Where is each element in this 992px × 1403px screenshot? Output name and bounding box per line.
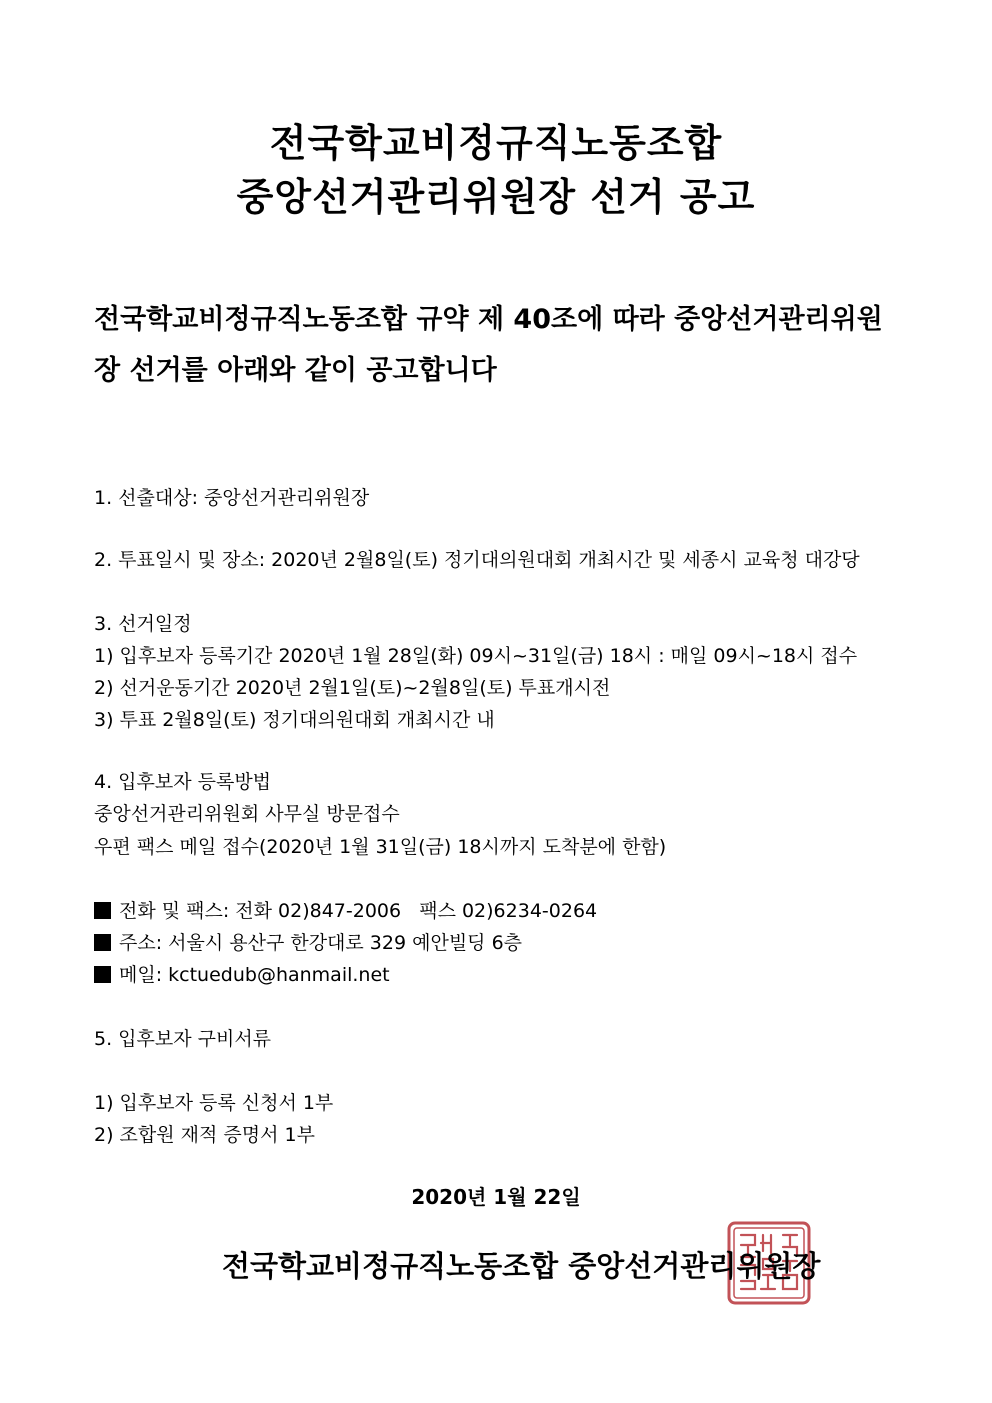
item-3-heading: 3. 선거일정 — [94, 613, 192, 635]
contact-address-row — [94, 934, 522, 953]
contact-phone: 전화 및 팩스: 전화 02)847-2006 팩스 02)6234-0264 — [119, 900, 598, 922]
item-3-sub-2: 2) 선거운동기간 2020년 2월1일(토)~2월8일(토) 투표개시전 — [94, 677, 611, 699]
square-bullet-icon — [94, 966, 111, 983]
intro-line1: 전국학교비정규직노동조합 규약 제 40조에 따라 중앙선거관리위원 — [94, 304, 883, 335]
item-5-sub-2: 2) 조합원 재적 증명서 1부 — [94, 1124, 315, 1146]
intro-line2: 장 선거를 아래와 같이 공고합니다 — [94, 355, 497, 386]
item-5-heading: 5. 입후보자 구비서류 — [94, 1028, 272, 1050]
item-1: 1. 선출대상: 중앙선거관리위원장 — [94, 487, 370, 509]
square-bullet-icon — [94, 934, 111, 951]
item-3-sub-3: 3) 투표 2월8일(토) 정기대의원대회 개최시간 내 — [94, 709, 495, 731]
item-5-sub-1: 1) 입후보자 등록 신청서 1부 — [94, 1092, 334, 1114]
signature-organization: 전국학교비정규직노동조합 중앙선거관리위원장 — [222, 1249, 821, 1283]
document-title-line2: 중앙선거관리위원장 선거 공고 — [236, 175, 756, 219]
contact-phone-row — [94, 902, 597, 921]
contact-email: 메일: kctuedub@hanmail.net — [119, 964, 390, 986]
item-3-sub-1: 1) 입후보자 등록기간 2020년 1월 28일(화) 09시~31일(금) 18시 : 매일 09시~18시 접수 — [94, 645, 858, 667]
item-4-line-2: 우편 팩스 메일 접수(2020년 1월 31일(금) 18시까지 도착분에 한함) — [94, 836, 667, 858]
item-2: 2. 투표일시 및 장소: 2020년 2월8일(토) 정기대의원대회 개최시간 및 세종시 교육청 대강당 — [94, 549, 860, 571]
document-title-line1: 전국학교비정규직노동조합 — [269, 121, 723, 165]
contact-email-row — [94, 966, 390, 985]
item-4-heading: 4. 입후보자 등록방법 — [94, 771, 272, 793]
square-bullet-icon — [94, 902, 111, 919]
item-4-line-1: 중앙선거관리위원회 사무실 방문접수 — [94, 803, 400, 825]
contact-address: 주소: 서울시 용산구 한강대로 329 예안빌딩 6층 — [119, 932, 523, 954]
announcement-date: 2020년 1월 22일 — [411, 1185, 581, 1209]
